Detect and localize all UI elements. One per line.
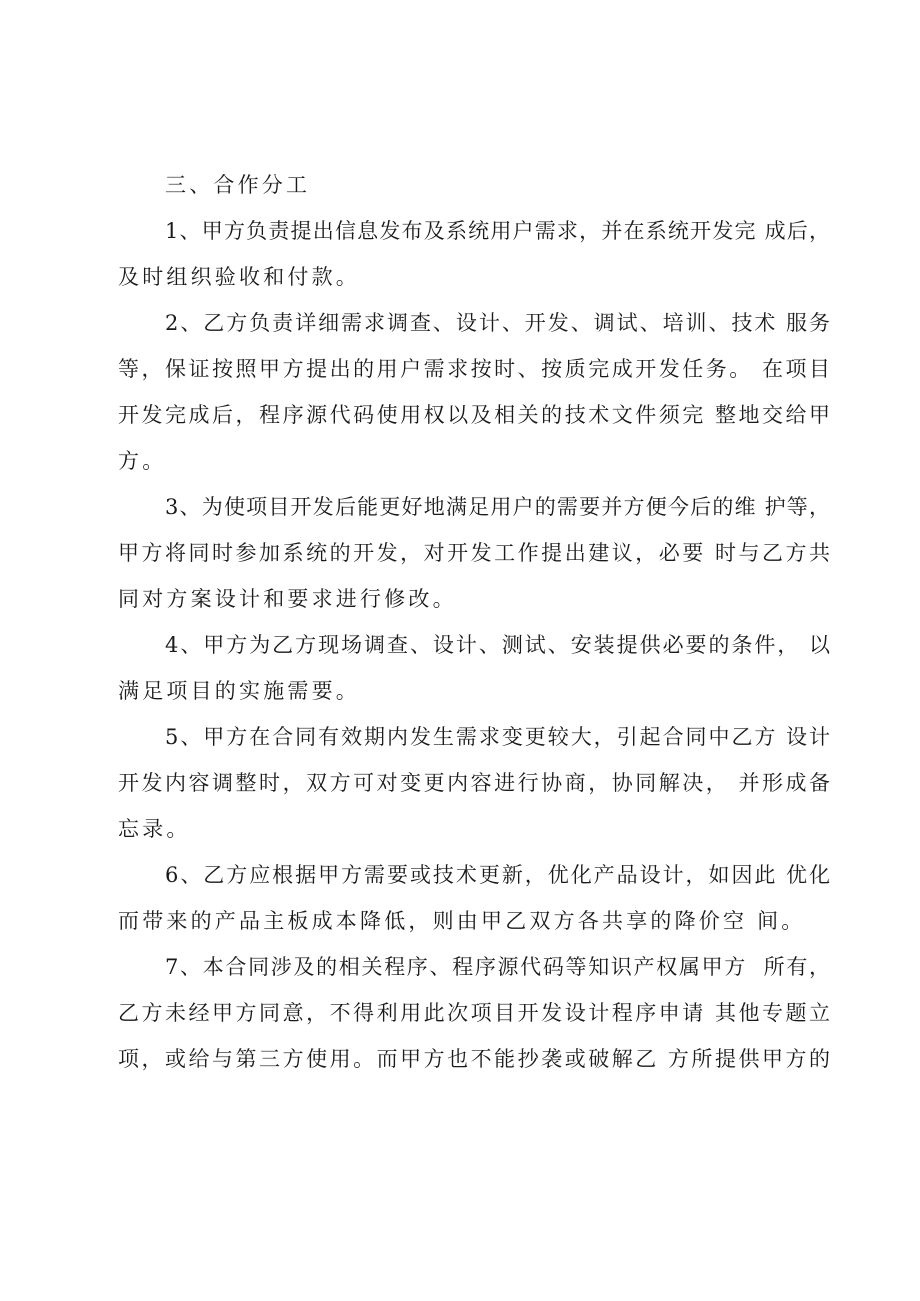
clause-5-line-3: 忘录。 <box>118 817 191 841</box>
clause-6-line-1: 6、乙方应根据甲方需要或技术更新，优化产品设计，如因此 优化 <box>165 863 830 887</box>
clause-5-line-1: 5、甲方在合同有效期内发生需求变更较大，引起合同中乙方 设计 <box>165 725 830 749</box>
clause-1-line-2: 及时组织验收和付款。 <box>118 265 360 289</box>
clause-4 <box>118 628 830 720</box>
clause-5 <box>118 720 830 858</box>
clause-2-line-1: 2、乙方负责详细需求调查、设计、开发、调试、培训、技术 服务 <box>165 311 830 335</box>
clause-3 <box>118 490 830 628</box>
clause-3-line-3: 同对方案设计和要求进行修改。 <box>118 587 457 611</box>
clause-6 <box>118 858 830 950</box>
clause-5-line-2: 开发内容调整时，双方可对变更内容进行协商，协同解决， 并形成备 <box>118 771 830 795</box>
document-body <box>118 168 830 1088</box>
clause-7-line-3: 项，或给与第三方使用。而甲方也不能抄袭或破解乙 方所提供甲方的 <box>118 1047 830 1071</box>
clause-1 <box>118 214 830 306</box>
clause-2-line-4: 方。 <box>118 449 167 473</box>
clause-7-line-2: 乙方未经甲方同意，不得利用此次项目开发设计程序申请 其他专题立 <box>118 1001 830 1025</box>
section-title <box>118 168 830 214</box>
section-title-text: 三、合作分工 <box>165 173 311 197</box>
clause-2-line-2: 等，保证按照甲方提出的用户需求按时、按质完成开发任务。 在项目 <box>118 357 830 381</box>
clause-7 <box>118 950 830 1088</box>
clause-1-line-1: 1、甲方负责提出信息发布及系统用户需求，并在系统开发完 成后， <box>165 219 830 243</box>
clause-3-line-2: 甲方将同时参加系统的开发，对开发工作提出建议，必要 时与乙方共 <box>118 541 830 565</box>
clause-6-line-2: 而带来的产品主板成本降低，则由甲乙双方各共享的降价空 间。 <box>118 909 806 933</box>
clause-3-line-1: 3、为使项目开发后能更好地满足用户的需要并方便今后的维 护等， <box>165 495 830 519</box>
clause-2 <box>118 306 830 490</box>
clause-4-line-1: 4、甲方为乙方现场调查、设计、测试、安装提供必要的条件， 以 <box>165 633 830 657</box>
clause-7-line-1: 7、本合同涉及的相关程序、程序源代码等知识产权属甲方 所有， <box>165 955 830 979</box>
clause-2-line-3: 开发完成后，程序源代码使用权以及相关的技术文件须完 整地交给甲 <box>118 403 830 427</box>
clause-4-line-2: 满足项目的实施需要。 <box>118 679 360 703</box>
